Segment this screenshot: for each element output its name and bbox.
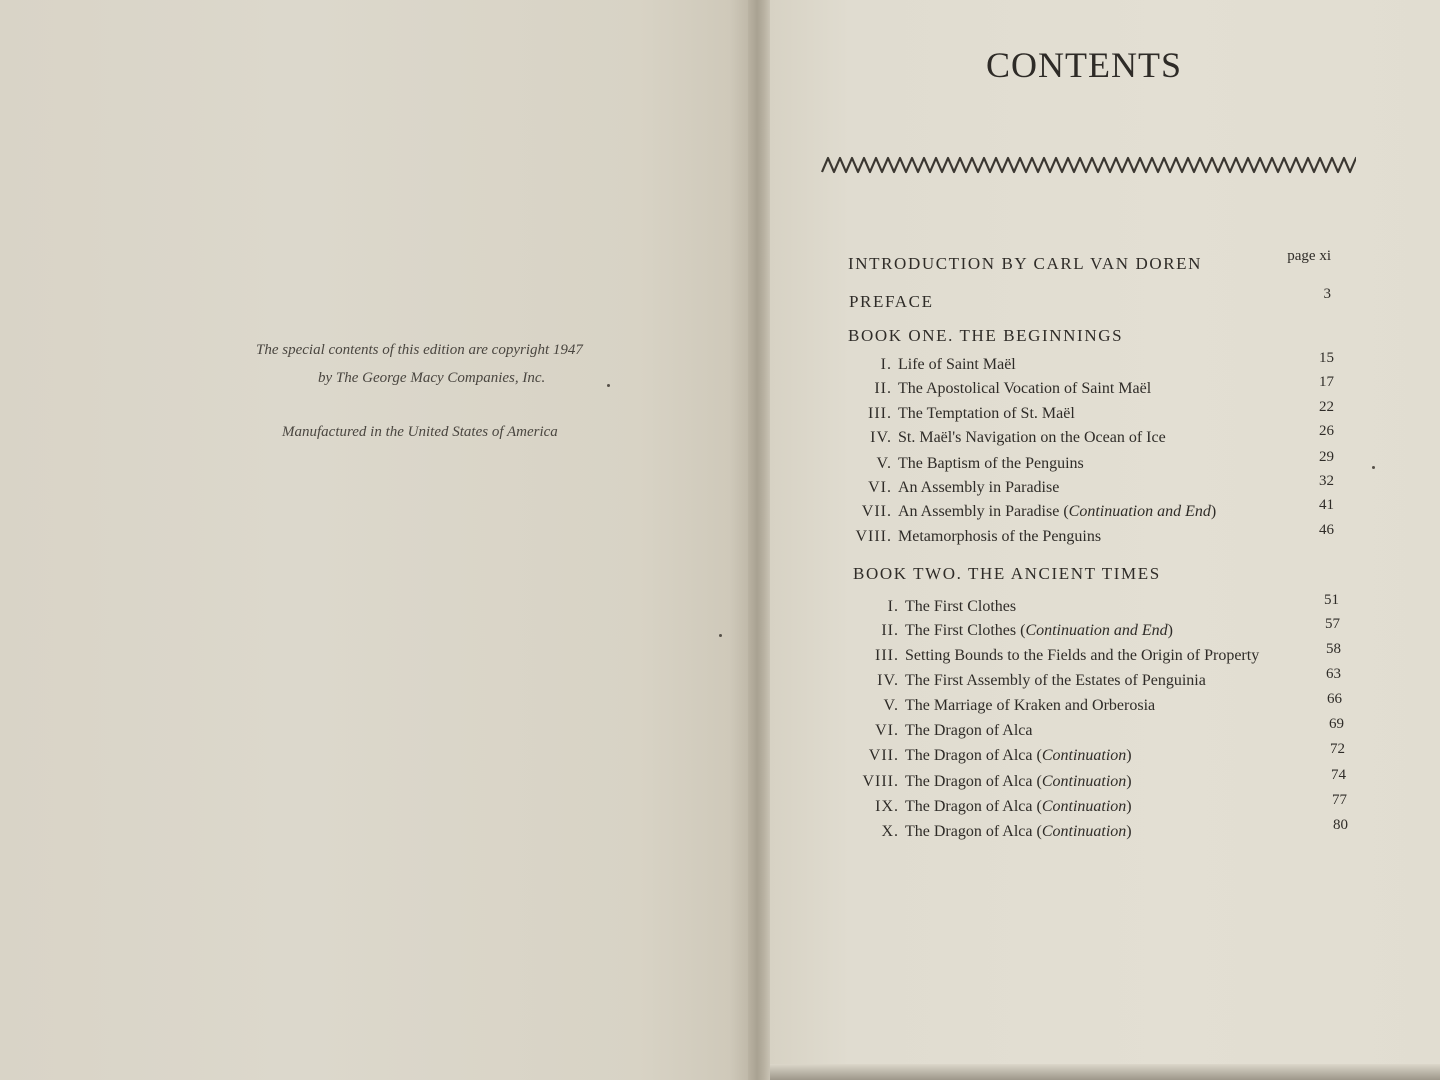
chapter-title: An Assembly in Paradise (Continuation and End) (898, 503, 1217, 520)
chapter-page-number: 41 (1319, 497, 1334, 513)
chapter-title: The Dragon of Alca (Continuation) (905, 773, 1132, 790)
chapter-number: IV. (870, 429, 892, 446)
chapter-title: The Dragon of Alca (905, 722, 1033, 739)
chapter-title: The First Assembly of the Estates of Penguinia (905, 672, 1206, 689)
chapter-number: IV. (877, 672, 899, 689)
introduction-entry: INTRODUCTION BY CARL VAN DOREN (848, 254, 1203, 273)
introduction-page: page xi (1287, 248, 1331, 264)
preface-page: 3 (1323, 286, 1331, 302)
chapter-page-number: 15 (1319, 350, 1334, 366)
chapter-number: VII. (861, 503, 892, 520)
chapter-page-number: 72 (1330, 741, 1345, 757)
chapter-title: Life of Saint Maël (898, 356, 1016, 373)
chapter-number: VI. (875, 722, 899, 739)
chapter-number: III. (868, 405, 892, 422)
chapter-page-number: 22 (1319, 399, 1334, 415)
chapter-page-number: 63 (1326, 666, 1341, 682)
chapter-title: The Dragon of Alca (Continuation) (905, 823, 1132, 840)
book-two-heading: BOOK TWO. THE ANCIENT TIMES (853, 564, 1161, 583)
chapter-page-number: 46 (1319, 522, 1334, 538)
chapter-page-number: 58 (1326, 641, 1341, 657)
preface-entry: PREFACE (849, 292, 934, 311)
chapter-number: V. (883, 697, 899, 714)
chapter-title: Setting Bounds to the Fields and the Origin of Property (905, 647, 1260, 664)
contents-title: CONTENTS (986, 45, 1182, 85)
chapter-page-number: 69 (1329, 716, 1344, 732)
paper-speck (1372, 466, 1375, 469)
chapter-title: The First Clothes (Continuation and End) (905, 622, 1173, 639)
chapter-page-number: 57 (1325, 616, 1340, 632)
chapter-number: I. (880, 356, 892, 373)
chapter-page-number: 26 (1319, 423, 1334, 439)
chapter-page-number: 80 (1333, 817, 1348, 833)
paper-speck (607, 384, 610, 387)
chapter-title: The Dragon of Alca (Continuation) (905, 747, 1132, 764)
chapter-title: The Apostolical Vocation of Saint Maël (898, 380, 1152, 397)
chapter-page-number: 51 (1324, 592, 1339, 608)
zigzag-ornament (820, 150, 1356, 180)
page-bottom-edge (770, 1064, 1440, 1080)
chapter-number: X. (881, 823, 899, 840)
manufactured-line: Manufactured in the United States of America (282, 424, 558, 440)
paper-speck (719, 634, 722, 637)
chapter-title: The Baptism of the Penguins (898, 455, 1084, 472)
chapter-title: The First Clothes (905, 598, 1017, 615)
chapter-number: II. (881, 622, 899, 639)
chapter-number: III. (875, 647, 899, 664)
chapter-number: V. (876, 455, 892, 472)
chapter-title: St. Maël's Navigation on the Ocean of Ice (898, 429, 1166, 446)
chapter-title: The Dragon of Alca (Continuation) (905, 798, 1132, 815)
chapter-page-number: 17 (1319, 374, 1334, 390)
chapter-title: The Marriage of Kraken and Orberosia (905, 697, 1156, 714)
chapter-page-number: 66 (1327, 691, 1342, 707)
chapter-title: Metamorphosis of the Penguins (898, 528, 1102, 545)
copyright-line-2: by The George Macy Companies, Inc. (318, 370, 546, 386)
chapter-number: VII. (868, 747, 899, 764)
chapter-number: VIII. (862, 773, 899, 790)
copyright-line-1: The special contents of this edition are copyright 1947 (256, 342, 583, 358)
chapter-page-number: 32 (1319, 473, 1334, 489)
chapter-number: IX. (875, 798, 899, 815)
chapter-number: I. (887, 598, 899, 615)
chapter-number: VIII. (855, 528, 892, 545)
chapter-title: The Temptation of St. Maël (898, 405, 1075, 422)
chapter-number: II. (874, 380, 892, 397)
chapter-title: An Assembly in Paradise (898, 479, 1060, 496)
chapter-page-number: 74 (1331, 767, 1346, 783)
chapter-page-number: 29 (1319, 449, 1334, 465)
book-one-heading: BOOK ONE. THE BEGINNINGS (848, 326, 1124, 345)
chapter-number: VI. (868, 479, 892, 496)
chapter-page-number: 77 (1332, 792, 1347, 808)
